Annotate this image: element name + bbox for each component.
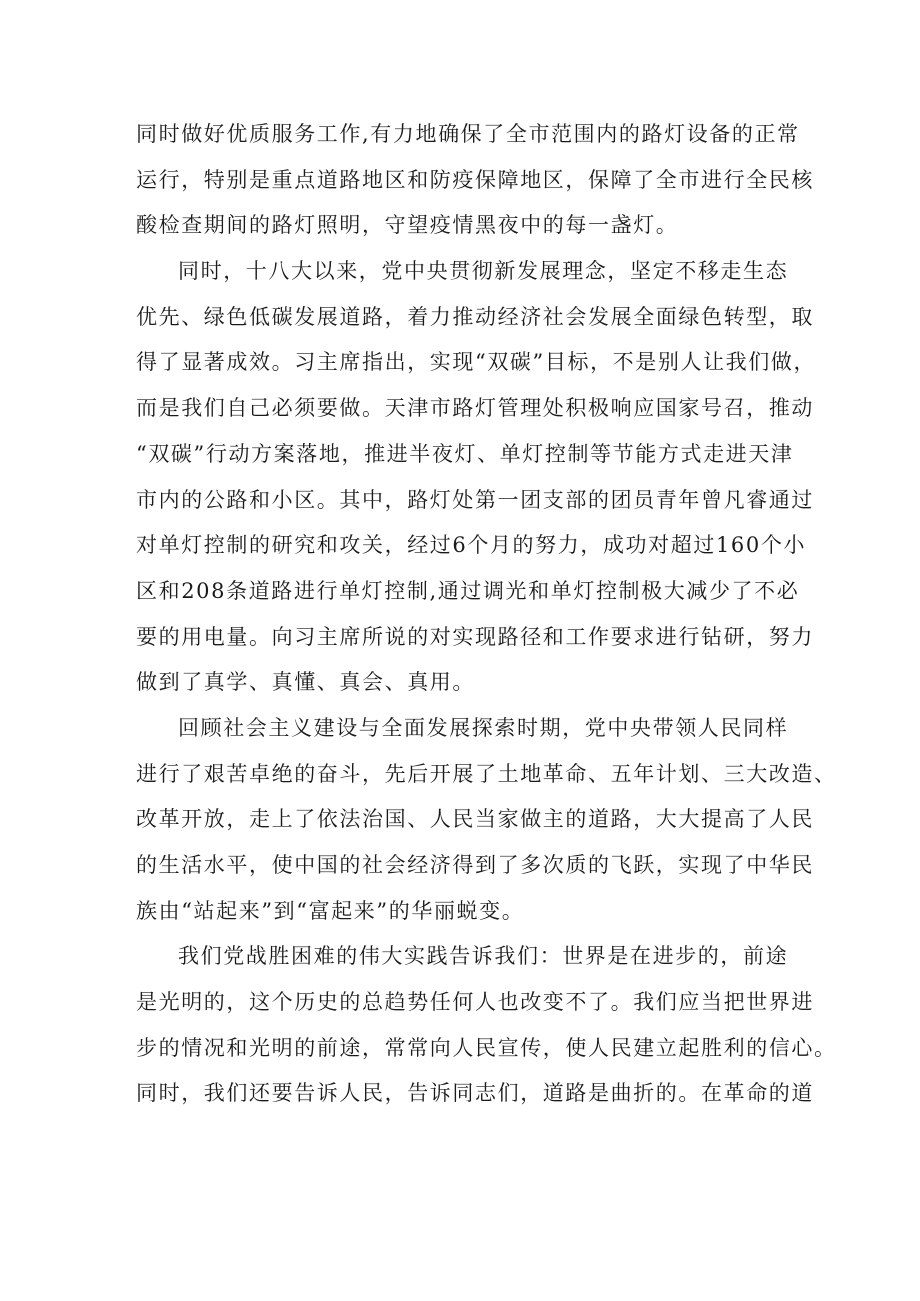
text-line: 运行，特别是重点道路地区和防疫保障地区，保障了全市进行全民核 <box>136 167 814 192</box>
text-line: 步的情况和光明的前途，常常向人民宣传，使人民建立起胜利的信心。 <box>136 1035 837 1060</box>
text-line: 同时做好优质服务工作,有力地确保了全市范围内的路灯设备的正常 <box>136 122 800 146</box>
paragraph-first-line: 我们党战胜困难的伟大实践告诉我们：世界是在进步的，前途 <box>178 944 789 969</box>
text-line: 族由“站起来”到“富起来”的华丽蜕变。 <box>136 898 525 923</box>
text-line: 的生活水平，使中国的社会经济得到了多次质的飞跃，实现了中华民 <box>136 853 814 877</box>
text-line: 对单灯控制的研究和攻关，经过6个月的努力，成功对超过160个小 <box>136 533 807 558</box>
text-line: 优先、绿色低碳发展道路，着力推动经济社会发展全面绿色转型，取 <box>136 304 814 329</box>
document-body <box>136 112 837 1117</box>
text-line: 是光明的，这个历史的总趋势任何人也改变不了。我们应当把世界进 <box>136 990 814 1015</box>
text-line: 得了显著成效。习主席指出，实现“双碳”目标，不是别人让我们做， <box>136 350 817 375</box>
paragraph-first-line: 回顾社会主义建设与全面发展探索时期，党中央带领人民同样 <box>178 715 789 740</box>
text-line: 市内的公路和小区。其中，路灯处第一团支部的团员青年曾凡睿通过 <box>136 487 814 512</box>
text-line: 酸检查期间的路灯照明，守望疫情黑夜中的每一盏灯。 <box>136 213 679 238</box>
text-line: 同时，我们还要告诉人民，告诉同志们，道路是曲折的。在革命的道 <box>136 1081 814 1106</box>
text-line: 做到了真学、真懂、真会、真用。 <box>136 670 475 695</box>
paragraph-first-line: 同时，十八大以来，党中央贯彻新发展理念，坚定不移走生态 <box>178 259 789 284</box>
text-line: 区和208条道路进行单灯控制,通过调光和单灯控制极大减少了不必 <box>136 578 800 603</box>
text-line: 改革开放，走上了依法治国、人民当家做主的道路，大大提高了人民 <box>136 807 814 832</box>
text-line: 进行了艰苦卓绝的奋斗，先后开展了土地革命、五年计划、三大改造、 <box>136 761 837 786</box>
text-line: 而是我们自己必须要做。天津市路灯管理处积极响应国家号召，推动 <box>136 396 814 421</box>
text-line: “双碳”行动方案落地，推进半夜灯、单灯控制等节能方式走进天津 <box>136 441 794 466</box>
text-line: 要的用电量。向习主席所说的对实现路径和工作要求进行钻研，努力 <box>136 624 814 649</box>
